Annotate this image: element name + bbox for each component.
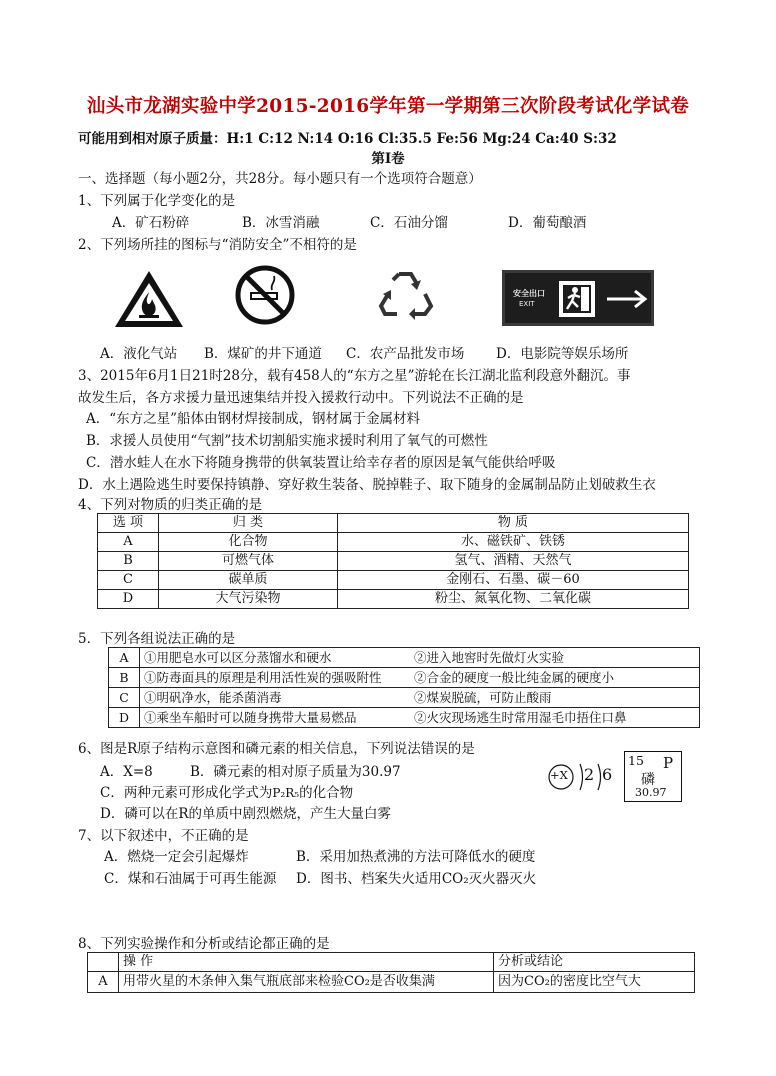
q1-stem: 1、下列属于化学变化的是 — [78, 193, 236, 209]
element-symbol: P — [663, 754, 674, 772]
atomic-mass-line: 可能用到相对原子质量：H:1 C:12 N:14 O:16 Cl:35.5 Fe:56 Mg:24 Ca:40 S:32 — [78, 131, 617, 147]
table-cell: B — [109, 668, 140, 688]
table-cell: 金刚石、石墨、碳－60 — [338, 571, 689, 590]
q4-table — [97, 513, 689, 609]
phosphorus-element-card — [624, 751, 682, 802]
q2-option-c: C．农产品批发市场 — [346, 346, 465, 362]
table-cell: ②合金的硬度一般比纯金属的硬度小 — [410, 668, 700, 688]
table-cell: ①防毒面具的原理是利用活性炭的强吸附性 — [140, 668, 411, 688]
q6-formula: P₂R₅ — [272, 786, 300, 800]
table-cell: ①明矾净水，能杀菌消毒 — [140, 688, 411, 708]
table-header: 分析或结论 — [494, 953, 695, 972]
table-cell: B — [98, 552, 159, 571]
table-row — [88, 953, 695, 972]
q6-option-c — [100, 781, 353, 801]
table-cell: D — [98, 590, 159, 609]
table-cell: 粉尘、氮氧化物、二氧化碳 — [338, 590, 689, 609]
arrow-right-icon — [605, 287, 651, 311]
q6-option-a: A．X=8 — [100, 764, 153, 780]
table-row — [98, 514, 689, 533]
q6-option-c-pre: C．两种元素可形成化学式为 — [100, 785, 273, 801]
volume-heading: 第Ⅰ卷 — [371, 151, 405, 167]
table-header: 操 作 — [119, 953, 494, 972]
table-header: 选 项 — [98, 514, 159, 533]
table-cell: D — [109, 708, 140, 728]
table-row — [98, 571, 689, 590]
table-cell: 大气污染物 — [159, 590, 338, 609]
q2-option-a: A．液化气站 — [100, 346, 178, 362]
table-cell: 碳单质 — [159, 571, 338, 590]
running-man-icon — [557, 279, 597, 319]
q2-stem: 2、下列场所挂的图标与“消防安全”不相符的是 — [78, 237, 357, 253]
atomic-mass: 30.97 — [635, 786, 667, 799]
q7-option-a: A．燃烧一定会引起爆炸 — [104, 849, 249, 865]
table-row — [109, 708, 700, 728]
exit-sign-cn: 安全出口 — [513, 289, 545, 298]
atomic-number: 15 — [628, 753, 644, 768]
table-cell: C — [109, 688, 140, 708]
table-row — [109, 668, 700, 688]
q6-option-b: B．磷元素的相对原子质量为30.97 — [190, 764, 401, 780]
q5-stem: 5．下列各组说法正确的是 — [78, 631, 236, 647]
q7-option-d: D．图书、档案失火适用CO₂灭火器灭火 — [296, 871, 537, 887]
table-row — [98, 552, 689, 571]
nucleus-charge: +X — [550, 768, 568, 782]
table-cell: ②进入地窖时先做灯火实验 — [410, 648, 700, 668]
q2-option-b: B．煤矿的井下通道 — [204, 346, 322, 362]
recycle-icon — [375, 264, 437, 326]
q1-option-d: D．葡萄酿酒 — [508, 215, 587, 231]
table-header — [88, 953, 119, 972]
table-row — [98, 533, 689, 552]
q3-stem-line2: 故发生后，各方求援力量迅速集结并投入援救行动中。下列说法不正确的是 — [78, 390, 524, 406]
q3-stem-line1: 3、2015年6月1日21时28分，载有458人的“东方之星”游轮在长江湖北监利段意外翻沉。事 — [78, 368, 631, 384]
shell-1-electrons: 2 — [584, 765, 595, 784]
table-cell: ②火灾现场逃生时常用湿毛巾捂住口鼻 — [410, 708, 700, 728]
table-cell: ①用肥皂水可以区分蒸馏水和硬水 — [140, 648, 411, 668]
q7-option-b: B．采用加热煮沸的方法可降低水的硬度 — [296, 849, 536, 865]
table-row — [109, 648, 700, 668]
q6-option-d: D．磷可以在R的单质中剧烈燃烧，产生大量白雾 — [100, 806, 391, 822]
shell-2-electrons: 6 — [602, 765, 613, 784]
q3-option-d: D．水上遇险逃生时要保持镇静、穿好救生装备、脱掉鞋子、取下随身的金属制品防止划破救生衣 — [78, 477, 656, 493]
table-cell: 可燃气体 — [159, 552, 338, 571]
q3-option-a: A．“东方之星”船体由钢材焊接制成，钢材属于金属材料 — [86, 411, 421, 427]
table-cell: A — [98, 533, 159, 552]
table-cell: 因为CO₂的密度比空气大 — [494, 972, 695, 993]
table-cell: 用带火星的木条伸入集气瓶底部来检验CO₂是否收集满 — [119, 972, 494, 993]
table-cell: 化合物 — [159, 533, 338, 552]
q7-stem: 7、以下叙述中，不正确的是 — [78, 828, 249, 844]
table-header: 物 质 — [338, 514, 689, 533]
table-row — [98, 590, 689, 609]
table-row — [88, 972, 695, 993]
q2-option-d: D．电影院等娱乐场所 — [496, 346, 629, 362]
q6-option-c-post: 的化合物 — [299, 785, 354, 801]
q8-table — [87, 952, 695, 993]
q3-option-c: C．潜水蛙人在水下将随身携带的供氧装置让给幸存者的原因是氧气能供给呼吸 — [86, 455, 556, 471]
table-cell: 氢气、酒精、天然气 — [338, 552, 689, 571]
table-cell: 水、磁铁矿、铁锈 — [338, 533, 689, 552]
q1-option-a: A．矿石粉碎 — [112, 215, 190, 231]
atom-structure-diagram — [546, 758, 618, 796]
flammable-warning-icon — [113, 268, 185, 330]
section-heading: 一、选择题（每小题2分，共28分。每小题只有一个选项符合题意） — [78, 171, 482, 187]
table-header: 归 类 — [159, 514, 338, 533]
q3-option-b: B．求援人员使用“气割”技术切割船实施求援时利用了氧气的可燃性 — [86, 433, 488, 449]
q6-stem: 6、图是R原子结构示意图和磷元素的相关信息，下列说法错误的是 — [78, 741, 475, 757]
exit-sign — [502, 270, 654, 326]
table-cell: ①乘坐车船时可以随身携带大量易燃品 — [140, 708, 411, 728]
exit-sign-en: EXIT — [519, 300, 535, 308]
exam-title: 汕头市龙湖实验中学2015-2016学年第一学期第三次阶段考试化学试卷 — [86, 96, 690, 117]
no-smoking-icon — [234, 264, 296, 326]
table-cell: ②煤炭脱硫，可防止酸雨 — [410, 688, 700, 708]
table-cell: A — [88, 972, 119, 993]
q5-table — [108, 647, 700, 728]
table-row — [109, 688, 700, 708]
table-cell: A — [109, 648, 140, 668]
table-cell: C — [98, 571, 159, 590]
element-name: 磷 — [641, 772, 655, 788]
q4-stem: 4、下列对物质的归类正确的是 — [78, 497, 263, 513]
q7-option-c: C．煤和石油属于可再生能源 — [104, 871, 277, 887]
q8-stem: 8、下列实验操作和分析或结论都正确的是 — [78, 936, 330, 952]
q1-option-c: C．石油分馏 — [370, 215, 448, 231]
q1-option-b: B．冰雪消融 — [242, 215, 320, 231]
